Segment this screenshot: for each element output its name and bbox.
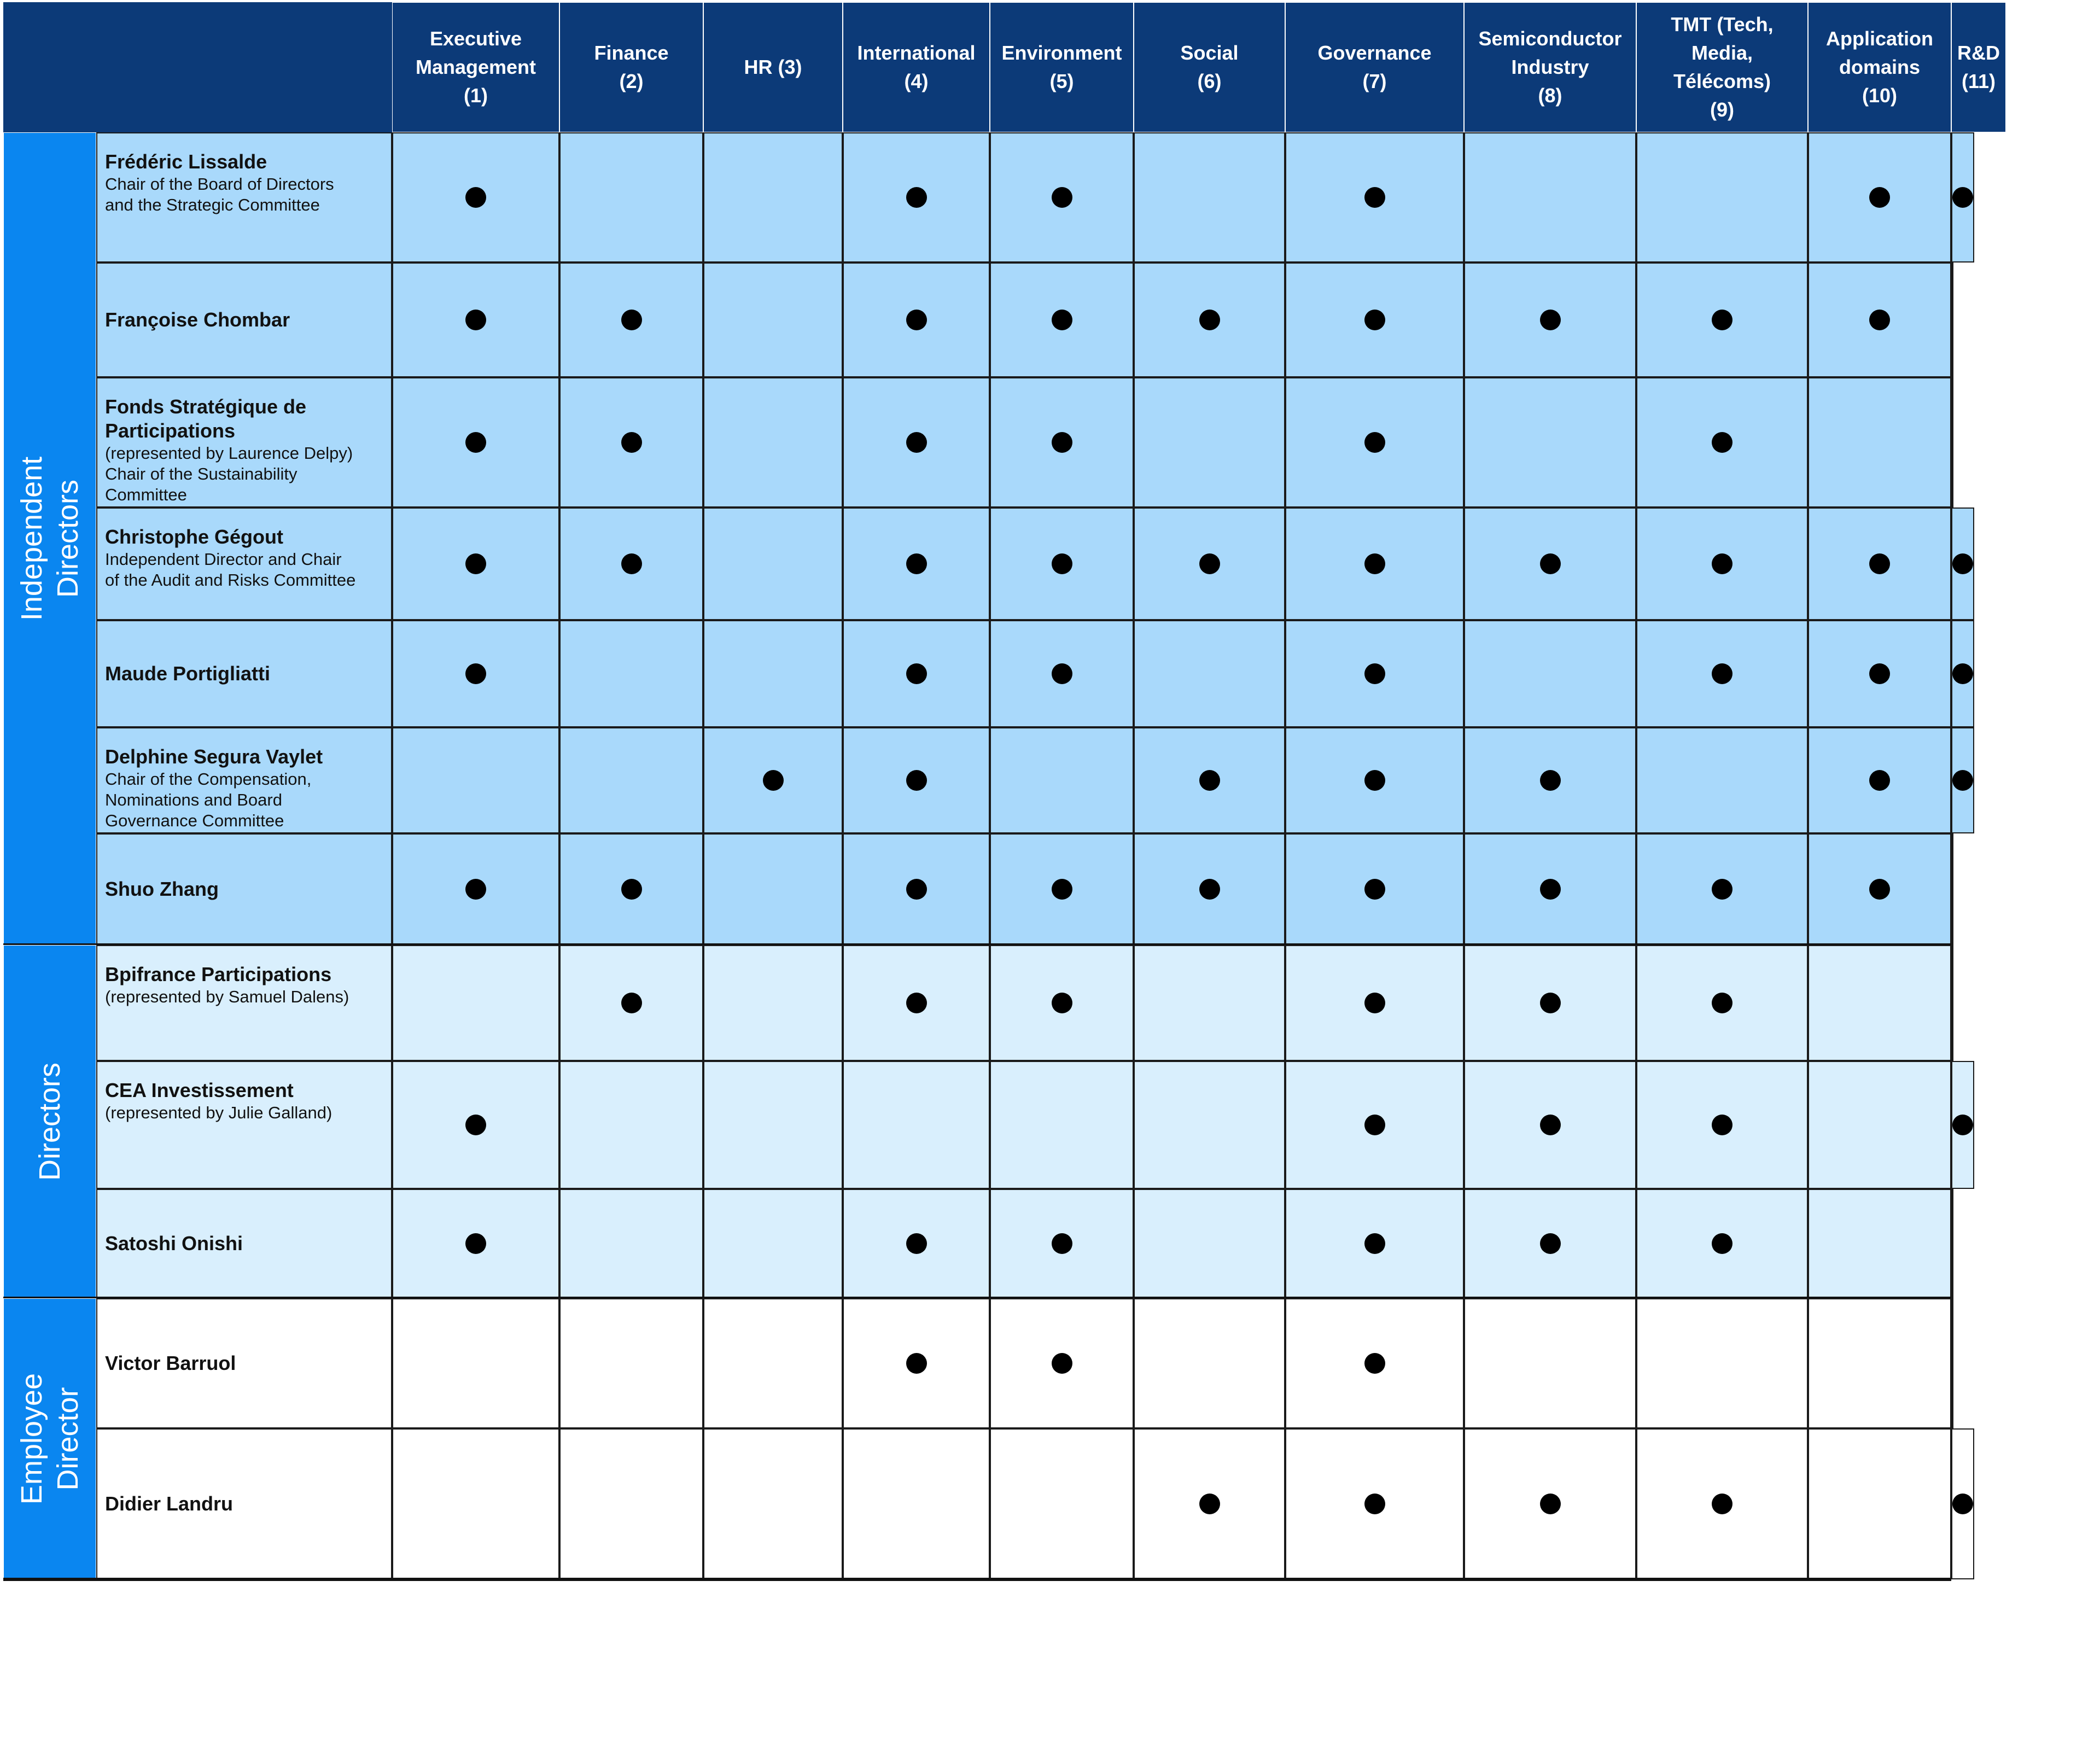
director-name-cell xyxy=(96,262,392,377)
skill-cell-application_domains xyxy=(1808,1189,1951,1298)
column-header: Application domains (10) xyxy=(1808,2,1951,132)
skill-cell-tmt xyxy=(1636,1061,1808,1189)
group-label: Independent Directors xyxy=(15,456,84,621)
skill-cell-rd xyxy=(1951,1189,1953,1298)
skill-dot-icon xyxy=(1540,770,1561,791)
skill-cell-semiconductor_industry xyxy=(1464,1189,1636,1298)
skill-dot-icon xyxy=(1540,1233,1561,1254)
director-name-cell xyxy=(96,1189,392,1298)
skill-cell-semiconductor_industry xyxy=(1464,132,1636,262)
skill-cell-hr xyxy=(703,833,843,945)
skill-cell-international xyxy=(843,945,990,1061)
skill-cell-hr xyxy=(703,945,843,1061)
skill-cell-executive_management xyxy=(392,727,559,833)
skill-cell-hr xyxy=(703,508,843,620)
skill-dot-icon xyxy=(465,432,486,453)
skill-cell-environment xyxy=(990,833,1134,945)
skill-cell-governance xyxy=(1285,945,1464,1061)
skill-dot-icon xyxy=(1869,879,1890,900)
skill-cell-rd xyxy=(1951,508,1974,620)
group-cell xyxy=(3,132,96,945)
skill-cell-hr xyxy=(703,1189,843,1298)
skill-dot-icon xyxy=(1869,187,1890,208)
skill-cell-social xyxy=(1134,1061,1285,1189)
skill-dot-icon xyxy=(1364,187,1385,208)
skill-dot-icon xyxy=(1952,1115,1973,1135)
skill-cell-rd xyxy=(1951,132,1974,262)
director-name: Maude Portigliatti xyxy=(105,662,271,685)
skill-cell-finance xyxy=(559,727,703,833)
skill-dot-icon xyxy=(1712,1115,1732,1135)
skill-dot-icon xyxy=(906,1233,927,1254)
skill-cell-social xyxy=(1134,262,1285,377)
skill-dot-icon xyxy=(906,553,927,574)
skill-dot-icon xyxy=(1540,1494,1561,1514)
skill-dot-icon xyxy=(1869,553,1890,574)
skill-cell-tmt xyxy=(1636,132,1808,262)
skill-dot-icon xyxy=(1199,879,1220,900)
skill-cell-executive_management xyxy=(392,833,559,945)
skill-cell-tmt xyxy=(1636,508,1808,620)
skill-dot-icon xyxy=(1540,993,1561,1013)
director-name: Victor Barruol xyxy=(105,1352,236,1374)
skill-cell-tmt xyxy=(1636,833,1808,945)
skill-cell-finance xyxy=(559,508,703,620)
skill-cell-environment xyxy=(990,132,1134,262)
skill-dot-icon xyxy=(1052,993,1072,1013)
skill-cell-executive_management xyxy=(392,377,559,508)
skill-cell-tmt xyxy=(1636,1189,1808,1298)
skill-dot-icon xyxy=(906,993,927,1013)
skill-dot-icon xyxy=(1052,1233,1072,1254)
director-role: (represented by Samuel Dalens) xyxy=(105,987,349,1006)
group-separator xyxy=(3,1578,1951,1581)
skill-cell-tmt xyxy=(1636,620,1808,727)
column-header: R&D (11) xyxy=(1951,2,2006,132)
director-role: Chair of the Board of Directors and the Strategic Committee xyxy=(105,174,334,214)
skill-dot-icon xyxy=(621,310,642,330)
skill-cell-hr xyxy=(703,1061,843,1189)
group-label: Directors xyxy=(33,1062,66,1181)
skill-cell-hr xyxy=(703,620,843,727)
director-name-cell xyxy=(96,1061,392,1189)
director-name: Didier Landru xyxy=(105,1492,234,1515)
skill-dot-icon xyxy=(1952,1494,1973,1514)
skill-dot-icon xyxy=(906,770,927,791)
director-name-cell xyxy=(96,132,392,262)
group-label: Employee Director xyxy=(15,1373,84,1505)
director-role: (represented by Julie Galland) xyxy=(105,1103,332,1122)
skill-dot-icon xyxy=(1712,432,1732,453)
skill-dot-icon xyxy=(1540,310,1561,330)
skill-cell-rd xyxy=(1951,1298,1953,1428)
director-name: Satoshi Onishi xyxy=(105,1232,243,1255)
skill-cell-semiconductor_industry xyxy=(1464,508,1636,620)
skill-cell-international xyxy=(843,262,990,377)
director-name: CEA Investissement xyxy=(105,1079,294,1101)
skill-dot-icon xyxy=(621,553,642,574)
skill-dot-icon xyxy=(1199,553,1220,574)
skill-cell-governance xyxy=(1285,262,1464,377)
skill-cell-semiconductor_industry xyxy=(1464,727,1636,833)
skill-cell-finance xyxy=(559,1189,703,1298)
skill-cell-environment xyxy=(990,508,1134,620)
skill-dot-icon xyxy=(1199,310,1220,330)
skill-dot-icon xyxy=(1712,879,1732,900)
director-role: (represented by Laurence Delpy) Chair of the Sustainability Committee xyxy=(105,444,353,504)
skill-cell-application_domains xyxy=(1808,262,1951,377)
director-name-cell xyxy=(96,620,392,727)
skill-cell-governance xyxy=(1285,1061,1464,1189)
skill-dot-icon xyxy=(1869,663,1890,684)
skill-cell-hr xyxy=(703,1298,843,1428)
skill-cell-tmt xyxy=(1636,262,1808,377)
director-name-cell xyxy=(96,727,392,833)
skill-dot-icon xyxy=(1199,770,1220,791)
skill-dot-icon xyxy=(1052,310,1072,330)
skill-cell-finance xyxy=(559,1061,703,1189)
skill-cell-executive_management xyxy=(392,1189,559,1298)
skill-cell-social xyxy=(1134,833,1285,945)
skill-cell-application_domains xyxy=(1808,1061,1951,1189)
skill-dot-icon xyxy=(465,663,486,684)
skill-dot-icon xyxy=(621,993,642,1013)
skill-cell-executive_management xyxy=(392,132,559,262)
skill-cell-executive_management xyxy=(392,508,559,620)
skill-cell-international xyxy=(843,1061,990,1189)
skill-dot-icon xyxy=(1712,310,1732,330)
director-name: Delphine Segura Vaylet xyxy=(105,745,323,768)
skill-dot-icon xyxy=(465,1115,486,1135)
skill-cell-semiconductor_industry xyxy=(1464,1298,1636,1428)
skill-cell-environment xyxy=(990,1298,1134,1428)
skill-dot-icon xyxy=(465,310,486,330)
skill-dot-icon xyxy=(1364,1115,1385,1135)
skill-dot-icon xyxy=(906,1353,927,1374)
skill-cell-application_domains xyxy=(1808,1298,1951,1428)
skill-dot-icon xyxy=(1712,1494,1732,1514)
skill-dot-icon xyxy=(1364,879,1385,900)
skill-cell-finance xyxy=(559,620,703,727)
skill-dot-icon xyxy=(465,553,486,574)
skill-cell-finance xyxy=(559,1428,703,1579)
skill-cell-executive_management xyxy=(392,945,559,1061)
header-corner xyxy=(3,2,392,132)
skill-dot-icon xyxy=(1952,663,1973,684)
skill-dot-icon xyxy=(1052,432,1072,453)
skill-cell-governance xyxy=(1285,1428,1464,1579)
skill-cell-environment xyxy=(990,1428,1134,1579)
column-header: TMT (Tech, Media, Télécoms) (9) xyxy=(1636,2,1808,132)
skill-cell-tmt xyxy=(1636,945,1808,1061)
skill-cell-executive_management xyxy=(392,1061,559,1189)
group-cell xyxy=(3,1298,96,1579)
skill-dot-icon xyxy=(465,1233,486,1254)
skill-cell-finance xyxy=(559,945,703,1061)
skill-dot-icon xyxy=(1364,993,1385,1013)
director-name-cell xyxy=(96,508,392,620)
skill-cell-governance xyxy=(1285,508,1464,620)
skill-dot-icon xyxy=(1540,879,1561,900)
skill-dot-icon xyxy=(1540,553,1561,574)
skill-cell-application_domains xyxy=(1808,620,1951,727)
skill-dot-icon xyxy=(1052,879,1072,900)
skill-cell-application_domains xyxy=(1808,833,1951,945)
skill-dot-icon xyxy=(465,187,486,208)
column-header: Semiconductor Industry (8) xyxy=(1464,2,1636,132)
director-name-cell xyxy=(96,945,392,1061)
skill-cell-semiconductor_industry xyxy=(1464,262,1636,377)
director-role: Chair of the Compensation, Nominations and Board Governance Committee xyxy=(105,769,312,830)
skill-cell-environment xyxy=(990,620,1134,727)
director-name: Shuo Zhang xyxy=(105,878,219,900)
skill-cell-executive_management xyxy=(392,1428,559,1579)
director-name: Christophe Gégout xyxy=(105,526,283,548)
director-name-cell xyxy=(96,377,392,508)
skills-matrix xyxy=(3,2,2100,1572)
skill-cell-finance xyxy=(559,377,703,508)
skill-dot-icon xyxy=(1364,1494,1385,1514)
skill-cell-application_domains xyxy=(1808,132,1951,262)
skill-dot-icon xyxy=(1052,553,1072,574)
column-header: Governance (7) xyxy=(1285,2,1464,132)
skill-cell-social xyxy=(1134,1428,1285,1579)
skill-cell-tmt xyxy=(1636,377,1808,508)
skill-dot-icon xyxy=(1712,993,1732,1013)
skill-cell-social xyxy=(1134,727,1285,833)
skill-cell-semiconductor_industry xyxy=(1464,620,1636,727)
skill-cell-rd xyxy=(1951,620,1974,727)
skill-cell-social xyxy=(1134,508,1285,620)
skill-dot-icon xyxy=(1364,1353,1385,1374)
skill-cell-environment xyxy=(990,262,1134,377)
skill-cell-social xyxy=(1134,945,1285,1061)
skill-dot-icon xyxy=(1952,553,1973,574)
skill-cell-international xyxy=(843,1189,990,1298)
skill-cell-social xyxy=(1134,620,1285,727)
skill-dot-icon xyxy=(1869,770,1890,791)
skill-dot-icon xyxy=(1364,1233,1385,1254)
skill-cell-executive_management xyxy=(392,1298,559,1428)
skill-cell-international xyxy=(843,377,990,508)
skill-dot-icon xyxy=(1052,663,1072,684)
column-header: Social (6) xyxy=(1134,2,1285,132)
skill-dot-icon xyxy=(1869,310,1890,330)
skill-cell-executive_management xyxy=(392,262,559,377)
skill-cell-governance xyxy=(1285,377,1464,508)
skill-cell-governance xyxy=(1285,1189,1464,1298)
skill-dot-icon xyxy=(906,879,927,900)
skill-dot-icon xyxy=(906,187,927,208)
column-header: Executive Management (1) xyxy=(392,2,559,132)
skill-cell-application_domains xyxy=(1808,945,1951,1061)
skill-cell-rd xyxy=(1951,727,1974,833)
skill-cell-application_domains xyxy=(1808,377,1951,508)
skill-cell-semiconductor_industry xyxy=(1464,945,1636,1061)
skill-cell-governance xyxy=(1285,727,1464,833)
director-name: Fonds Stratégique de Participations xyxy=(105,395,307,442)
skill-dot-icon xyxy=(621,432,642,453)
skill-cell-finance xyxy=(559,132,703,262)
skill-cell-social xyxy=(1134,1298,1285,1428)
skill-cell-international xyxy=(843,833,990,945)
skill-cell-application_domains xyxy=(1808,508,1951,620)
skill-cell-social xyxy=(1134,1189,1285,1298)
skill-cell-environment xyxy=(990,945,1134,1061)
skill-cell-semiconductor_industry xyxy=(1464,1061,1636,1189)
skill-cell-semiconductor_industry xyxy=(1464,833,1636,945)
column-header: Environment (5) xyxy=(990,2,1134,132)
skill-cell-rd xyxy=(1951,833,1953,945)
skill-dot-icon xyxy=(1952,770,1973,791)
skill-dot-icon xyxy=(1364,432,1385,453)
column-header: HR (3) xyxy=(703,2,843,132)
skill-cell-international xyxy=(843,727,990,833)
skill-cell-semiconductor_industry xyxy=(1464,377,1636,508)
skill-dot-icon xyxy=(465,879,486,900)
skill-cell-governance xyxy=(1285,1298,1464,1428)
column-header: International (4) xyxy=(843,2,990,132)
skill-cell-finance xyxy=(559,833,703,945)
skill-cell-environment xyxy=(990,1189,1134,1298)
skill-cell-finance xyxy=(559,262,703,377)
skill-dot-icon xyxy=(1364,553,1385,574)
skill-cell-tmt xyxy=(1636,727,1808,833)
director-name-cell xyxy=(96,833,392,945)
skill-cell-governance xyxy=(1285,833,1464,945)
skill-dot-icon xyxy=(906,663,927,684)
director-name-cell xyxy=(96,1428,392,1579)
skill-cell-finance xyxy=(559,1298,703,1428)
skill-dot-icon xyxy=(1540,1115,1561,1135)
column-header: Finance (2) xyxy=(559,2,703,132)
skill-dot-icon xyxy=(1712,553,1732,574)
director-name-cell xyxy=(96,1298,392,1428)
group-cell xyxy=(3,945,96,1298)
skill-cell-international xyxy=(843,1428,990,1579)
skill-cell-international xyxy=(843,132,990,262)
skill-cell-rd xyxy=(1951,1061,1974,1189)
skill-dot-icon xyxy=(763,770,784,791)
skill-cell-rd xyxy=(1951,262,1953,377)
skill-cell-environment xyxy=(990,1061,1134,1189)
skill-dot-icon xyxy=(1712,1233,1732,1254)
skill-dot-icon xyxy=(906,310,927,330)
skill-cell-hr xyxy=(703,377,843,508)
skill-cell-hr xyxy=(703,1428,843,1579)
skill-cell-international xyxy=(843,508,990,620)
skill-cell-hr xyxy=(703,132,843,262)
skill-dot-icon xyxy=(621,879,642,900)
skill-cell-rd xyxy=(1951,1428,1974,1579)
skill-dot-icon xyxy=(1952,187,1973,208)
director-role: Independent Director and Chair of the Audit and Risks Committee xyxy=(105,550,356,590)
skill-dot-icon xyxy=(1364,770,1385,791)
skill-cell-application_domains xyxy=(1808,727,1951,833)
director-name: Frédéric Lissalde xyxy=(105,150,267,173)
skill-cell-social xyxy=(1134,377,1285,508)
skill-dot-icon xyxy=(1199,1494,1220,1514)
skill-cell-rd xyxy=(1951,945,1953,1061)
skill-cell-governance xyxy=(1285,620,1464,727)
skill-cell-environment xyxy=(990,377,1134,508)
skill-cell-hr xyxy=(703,262,843,377)
skill-cell-tmt xyxy=(1636,1428,1808,1579)
skill-cell-rd xyxy=(1951,377,1953,508)
skill-dot-icon xyxy=(1052,1353,1072,1374)
skill-dot-icon xyxy=(1364,310,1385,330)
skill-dot-icon xyxy=(1364,663,1385,684)
skill-cell-hr xyxy=(703,727,843,833)
skill-dot-icon xyxy=(1712,663,1732,684)
skill-cell-environment xyxy=(990,727,1134,833)
skill-cell-application_domains xyxy=(1808,1428,1951,1579)
skill-cell-social xyxy=(1134,132,1285,262)
director-name: Françoise Chombar xyxy=(105,308,290,331)
skill-cell-semiconductor_industry xyxy=(1464,1428,1636,1579)
skill-cell-international xyxy=(843,620,990,727)
skill-cell-governance xyxy=(1285,132,1464,262)
skill-cell-international xyxy=(843,1298,990,1428)
director-name: Bpifrance Participations xyxy=(105,963,332,985)
skill-cell-tmt xyxy=(1636,1298,1808,1428)
skill-dot-icon xyxy=(1052,187,1072,208)
skill-dot-icon xyxy=(906,432,927,453)
skill-cell-executive_management xyxy=(392,620,559,727)
